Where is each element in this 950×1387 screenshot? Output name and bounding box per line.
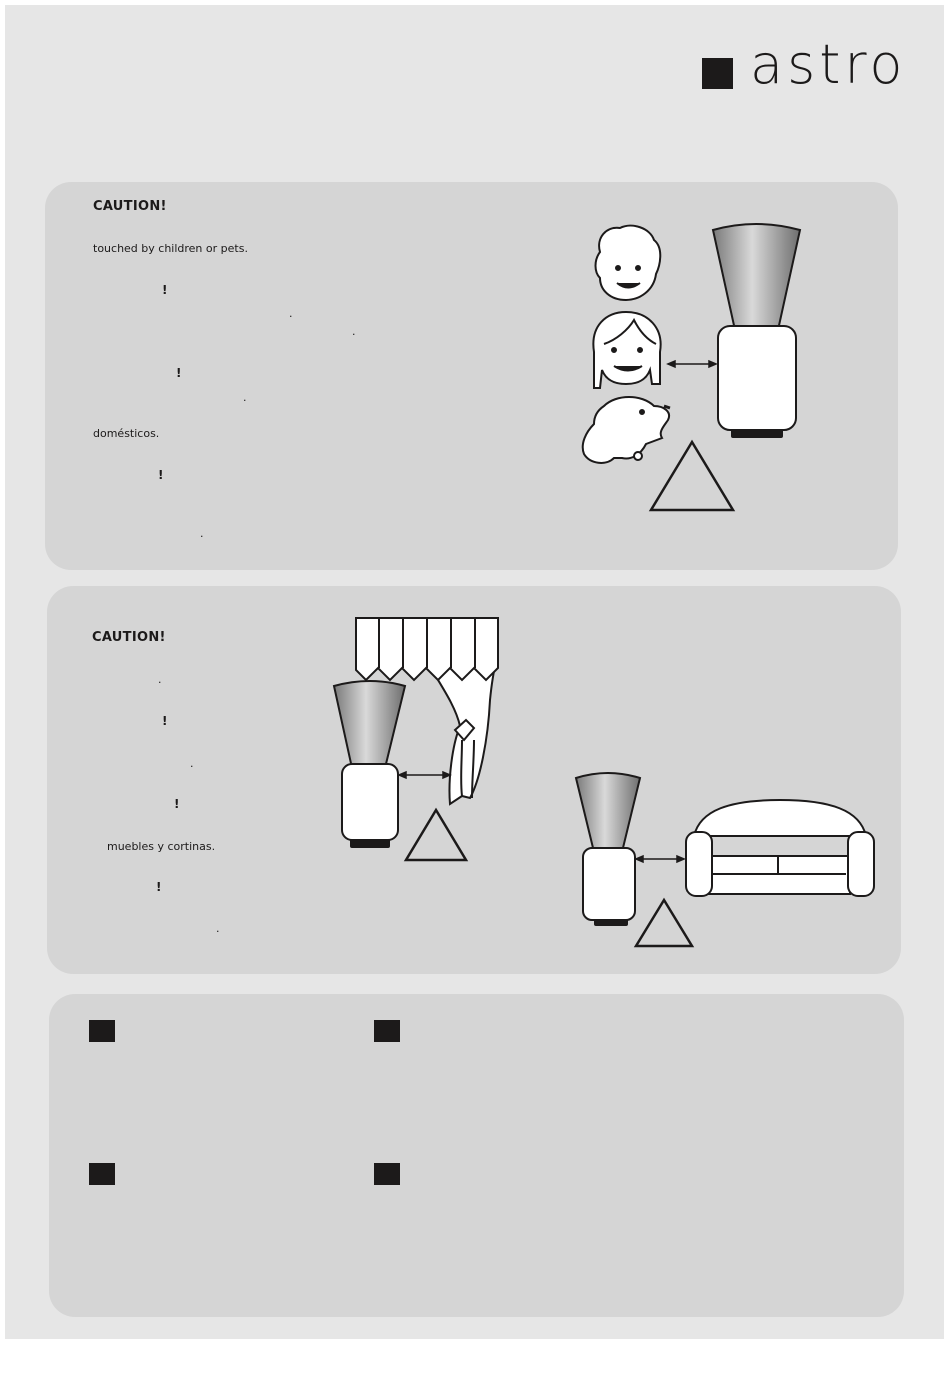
heater-icon <box>334 681 405 848</box>
warning-text: muebles y cortinas. <box>107 840 216 853</box>
warning-triangle-icon <box>406 810 466 860</box>
period-mark: . <box>158 673 162 686</box>
exclamation-mark: ! <box>158 468 164 482</box>
children-pets-distance-illustration <box>575 218 805 518</box>
sofa-icon <box>686 800 874 896</box>
warning-text: domésticos. <box>93 427 160 440</box>
distance-arrow <box>636 856 684 862</box>
warning-triangle-icon <box>636 900 692 946</box>
period-mark: . <box>216 922 220 935</box>
child-face-icon <box>596 226 661 300</box>
caution-heading: CAUTION! <box>93 199 167 214</box>
dog-face-icon <box>583 397 670 463</box>
period-mark: . <box>243 391 247 404</box>
distance-arrow <box>668 361 716 367</box>
period-mark: . <box>200 527 204 540</box>
logo-square <box>702 58 733 89</box>
exclamation-mark: ! <box>174 797 180 811</box>
distance-arrow <box>399 772 450 778</box>
section-marker-square <box>374 1163 400 1185</box>
section-marker-square <box>89 1020 115 1042</box>
period-mark: . <box>352 325 356 338</box>
heater-icon <box>713 224 800 438</box>
child-face-icon <box>593 312 660 388</box>
sofa-distance-illustration <box>570 770 880 950</box>
exclamation-mark: ! <box>156 880 162 894</box>
exclamation-mark: ! <box>176 366 182 380</box>
exclamation-mark: ! <box>162 714 168 728</box>
period-mark: . <box>289 307 293 320</box>
period-mark: . <box>190 757 194 770</box>
brand-name: astro <box>750 33 907 96</box>
curtain-distance-illustration <box>330 612 510 862</box>
info-panel <box>49 994 904 1317</box>
warning-triangle-icon <box>651 442 733 510</box>
heater-icon <box>576 773 640 926</box>
section-marker-square <box>89 1163 115 1185</box>
exclamation-mark: ! <box>162 283 168 297</box>
caution-heading: CAUTION! <box>92 630 166 645</box>
warning-text: touched by children or pets. <box>93 242 248 255</box>
section-marker-square <box>374 1020 400 1042</box>
